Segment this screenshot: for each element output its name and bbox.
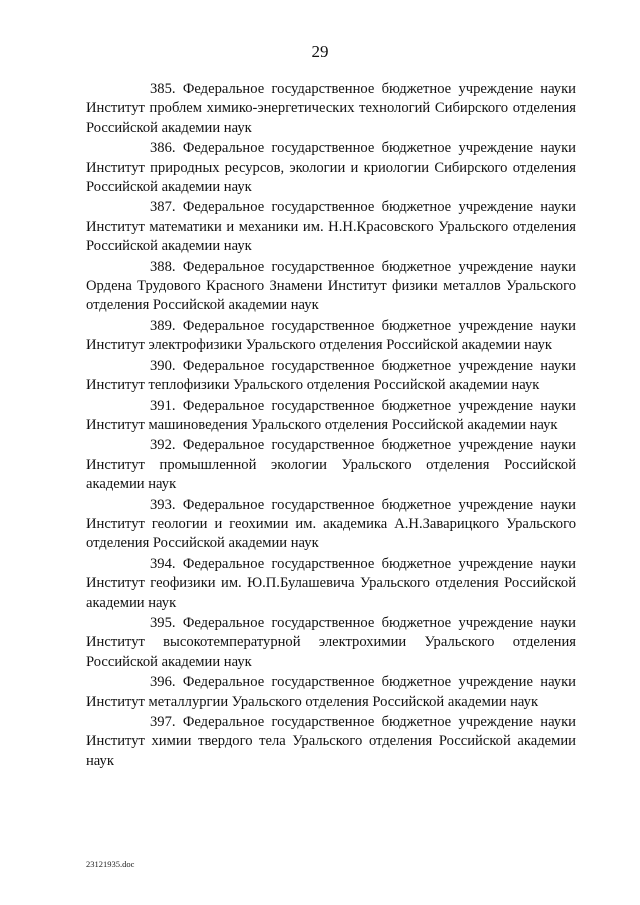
list-item	[86, 555, 576, 613]
page-number: 29	[311, 42, 329, 61]
item-number: 386.	[150, 140, 176, 157]
item-number: 395.	[150, 614, 176, 631]
list-item	[86, 139, 576, 197]
item-text: Федеральное государственное бюджетное учреждение науки Институт теплофизики Уральского отделения Российской академии наук	[86, 357, 576, 394]
item-text: Федеральное государственное бюджетное учреждение науки Институт высокотемпературной электрохимии Уральского отделения Российской академии наук	[86, 614, 576, 670]
item-number: 389.	[150, 317, 176, 334]
item-text: Федеральное государственное бюджетное учреждение науки Институт математики и механики им. Н.Н.Красовского Уральского отделения Российской академии наук	[86, 199, 576, 255]
item-text: Федеральное государственное бюджетное учреждение науки Институт геологии и геохимии им. академика А.Н.Заварицкого Уральского отделения Российской академии наук	[86, 496, 576, 552]
item-text: Федеральное государственное бюджетное учреждение науки Институт металлургии Уральского отделения Российской академии наук	[86, 674, 576, 710]
list-item	[86, 436, 576, 494]
item-number: 396.	[150, 674, 176, 691]
item-text: Федеральное государственное бюджетное учреждение науки Институт электрофизики Уральского отделения Российской академии наук	[86, 317, 576, 354]
list-item	[86, 357, 576, 396]
list-item	[86, 80, 576, 138]
item-number: 387.	[150, 199, 176, 216]
list-item	[86, 317, 576, 356]
list-item	[86, 614, 576, 672]
list-item	[86, 713, 576, 771]
item-number: 388.	[150, 258, 176, 275]
list-item	[86, 397, 576, 436]
item-text: Федеральное государственное бюджетное учреждение науки Институт химии твердого тела Уральского отделения Российской академии наук	[86, 714, 576, 769]
item-text: Федеральное государственное бюджетное учреждение науки Ордена Трудового Красного Знамени Институт физики металлов Уральского отделения Российской академии наук	[86, 258, 576, 314]
document-filename: 23121935.doc	[86, 859, 135, 869]
list-item	[86, 258, 576, 316]
item-number: 394.	[150, 555, 176, 572]
item-text: Федеральное государственное бюджетное учреждение науки Институт геофизики им. Ю.П.Булашевича Уральского отделения Российской академии наук	[86, 555, 576, 611]
item-text: Федеральное государственное бюджетное учреждение науки Институт машиноведения Уральского отделения Российской академии наук	[86, 397, 576, 433]
item-text: Федеральное государственное бюджетное учреждение науки Институт природных ресурсов, экологии и криологии Сибирского отделения Российской академии наук	[86, 140, 576, 196]
item-text: Федеральное государственное бюджетное учреждение науки Институт промышленной экологии Уральского отделения Российской академии наук	[86, 437, 576, 493]
list-item	[86, 496, 576, 554]
list-item	[86, 198, 576, 256]
document-body	[86, 80, 576, 772]
item-number: 397.	[150, 714, 176, 730]
item-number: 392.	[150, 437, 176, 454]
item-number: 391.	[150, 397, 176, 414]
list-item	[86, 673, 576, 712]
item-number: 385.	[150, 81, 176, 97]
item-number: 390.	[150, 357, 176, 374]
item-number: 393.	[150, 496, 176, 513]
item-text: Федеральное государственное бюджетное учреждение науки Институт проблем химико-энергетических технологий Сибирского отделения Российской академии наук	[86, 81, 576, 136]
